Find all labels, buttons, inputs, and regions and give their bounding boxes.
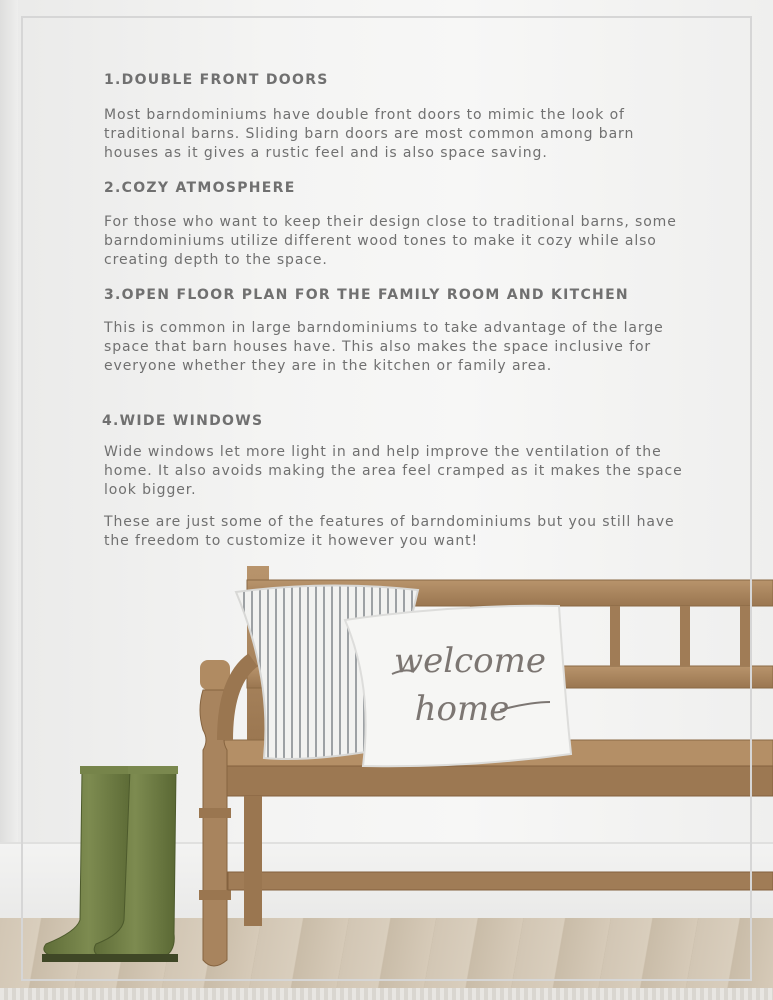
body-double-front-doors: Most barndominiums have double front doors to mimic the look of traditional barns. Sliding barn doors are most common among barn houses as it gives a rustic feel and is also space saving.	[104, 107, 635, 161]
pillow-text-line1: welcome	[394, 641, 546, 681]
heading-open-floor-plan: 3.OPEN FLOOR PLAN FOR THE FAMILY ROOM AND KITCHEN	[104, 287, 629, 303]
body-cozy-atmosphere: For those who want to keep their design close to traditional barns, some barndominiums utilize different wood tones to make it cozy while also creating depth to the space.	[104, 214, 677, 268]
closing-paragraph: These are just some of the features of barndominiums but you still have the freedom to customize it however you want!	[104, 514, 675, 549]
heading-double-front-doors: 1.DOUBLE FRONT DOORS	[104, 72, 329, 88]
heading-cozy-atmosphere: 2.COZY ATMOSPHERE	[104, 180, 296, 196]
pillow-text-line2: home	[414, 689, 510, 729]
body-wide-windows: Wide windows let more light in and help improve the ventilation of the home. It also avoids making the area feel cramped as it makes the space look bigger.	[104, 444, 683, 498]
heading-wide-windows: 4.WIDE WINDOWS	[102, 413, 264, 429]
body-open-floor-plan: This is common in large barndominiums to take advantage of the large space that barn houses have. This also makes the space inclusive for everyone whether they are in the kitchen or family area.	[104, 320, 664, 374]
